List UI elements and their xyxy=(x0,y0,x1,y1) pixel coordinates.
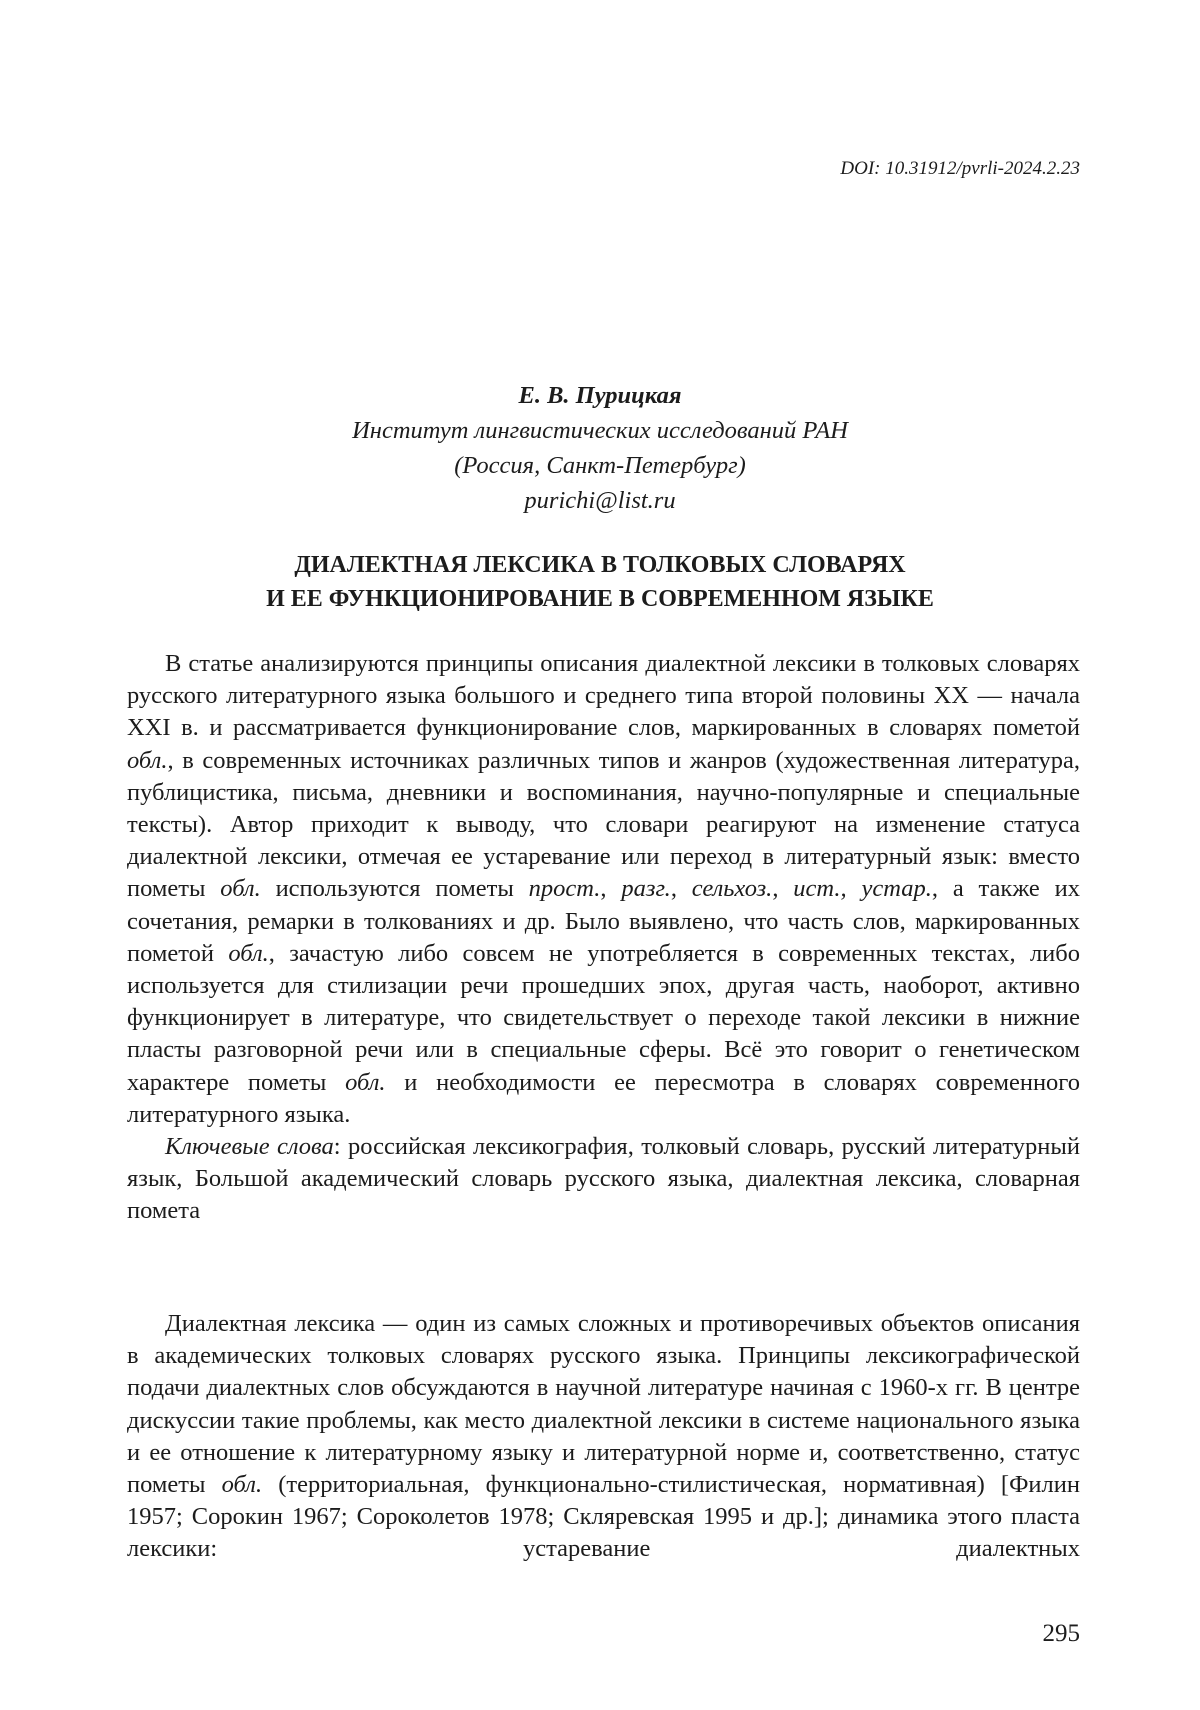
doi: DOI: 10.31912/pvrli-2024.2.23 xyxy=(840,158,1080,179)
label-mark: обл. xyxy=(345,1068,386,1096)
title-line-2: И ЕЕ ФУНКЦИОНИРОВАНИЕ В СОВРЕМЕННОМ ЯЗЫКЕ xyxy=(266,586,934,612)
label-mark: обл. xyxy=(221,1471,263,1499)
abstract-text: используются пометы xyxy=(260,875,529,903)
author-block xyxy=(0,378,1200,518)
label-mark: разг. xyxy=(621,875,671,903)
abstract-text: и необходимости ее пересмотра в словарях современного литературного языка. xyxy=(127,1068,1080,1128)
page-number: 295 xyxy=(1042,1620,1080,1647)
body-text-run: (территориальная, функционально-стилистическая, нормативная) [Филин 1957; Сорокин 1967; Сороколетов 1978; Скляревская 1995 и др.]; динамика этого пласта лексики: устаревание диалектных xyxy=(127,1471,1080,1563)
abstract-text: В статье анализируются принципы описания диалектной лексики в толковых словарях русского литературного языка большого и среднего типа второй половины XX — начала XXI в. и рассматривается функционирование слов, маркированных в словарях пометой xyxy=(127,650,1080,742)
article-title xyxy=(0,548,1200,616)
abstract-text: , а также их сочетания, ремарки в толкованиях и др. Было выявлено, что часть слов, маркированных пометой xyxy=(127,875,1081,967)
label-mark: обл. xyxy=(127,746,168,774)
abstract-text: , xyxy=(670,875,692,903)
author-email: purichi@list.ru xyxy=(524,487,676,514)
label-mark: сельхоз. xyxy=(691,875,773,903)
body-text xyxy=(127,1308,1080,1566)
abstract-paragraph xyxy=(127,648,1080,1131)
author-location: (Россия, Санкт-Петербург) xyxy=(454,452,746,479)
abstract xyxy=(127,648,1080,1228)
label-mark: обл. xyxy=(220,875,261,903)
title-line-1: ДИАЛЕКТНАЯ ЛЕКСИКА В ТОЛКОВЫХ СЛОВАРЯХ xyxy=(294,552,906,578)
abstract-text: , в современных источниках различных типов и жанров (художественная литература, публицистика, письма, дневники и воспоминания, научно-популярные и специальные тексты). Автор приходит к выводу, что словари реагируют на изменение статуса диалектной лексики, отмечая ее устаревание или переход в литературный язык: вместо пометы xyxy=(127,746,1080,903)
author-institution: Институт лингвистических исследований РАН xyxy=(352,417,848,444)
label-mark: обл. xyxy=(228,939,269,967)
abstract-text: , xyxy=(772,875,794,903)
body-text-run: Диалектная лексика — один из самых сложных и противоречивых объектов описания в академических толковых словарях русского языка. Принципы лексикографической подачи диалектных слов обсуждаются в научной литературе начиная с 1960-х гг. В центре дискуссии такие проблемы, как место диалектной лексики в системе национального языка и ее отношение к литературному языку и литературной норме и, соответственно, статус пометы xyxy=(127,1310,1080,1499)
label-mark: ист., устар. xyxy=(793,875,932,903)
abstract-text: , xyxy=(600,875,622,903)
label-mark: прост. xyxy=(528,875,601,903)
keywords-text: : российская лексикография, толковый словарь, русский литературный язык, Большой академический словарь русского языка, диалектная лексика, словарная помета xyxy=(127,1133,1080,1225)
abstract-text: , зачастую либо совсем не употребляется в современных текстах, либо используется для стилизации речи прошедших эпох, другая часть, наоборот, активно функционирует в литературе, что свидетельствует о переходе такой лексики в нижние пласты разговорной речи или в специальные сферы. Всё это говорит о генетическом характере пометы xyxy=(127,939,1080,1096)
author-name: Е. В. Пурицкая xyxy=(518,382,682,409)
keywords-label: Ключевые слова xyxy=(165,1133,334,1161)
keywords xyxy=(127,1131,1080,1228)
body-paragraph xyxy=(127,1308,1080,1566)
